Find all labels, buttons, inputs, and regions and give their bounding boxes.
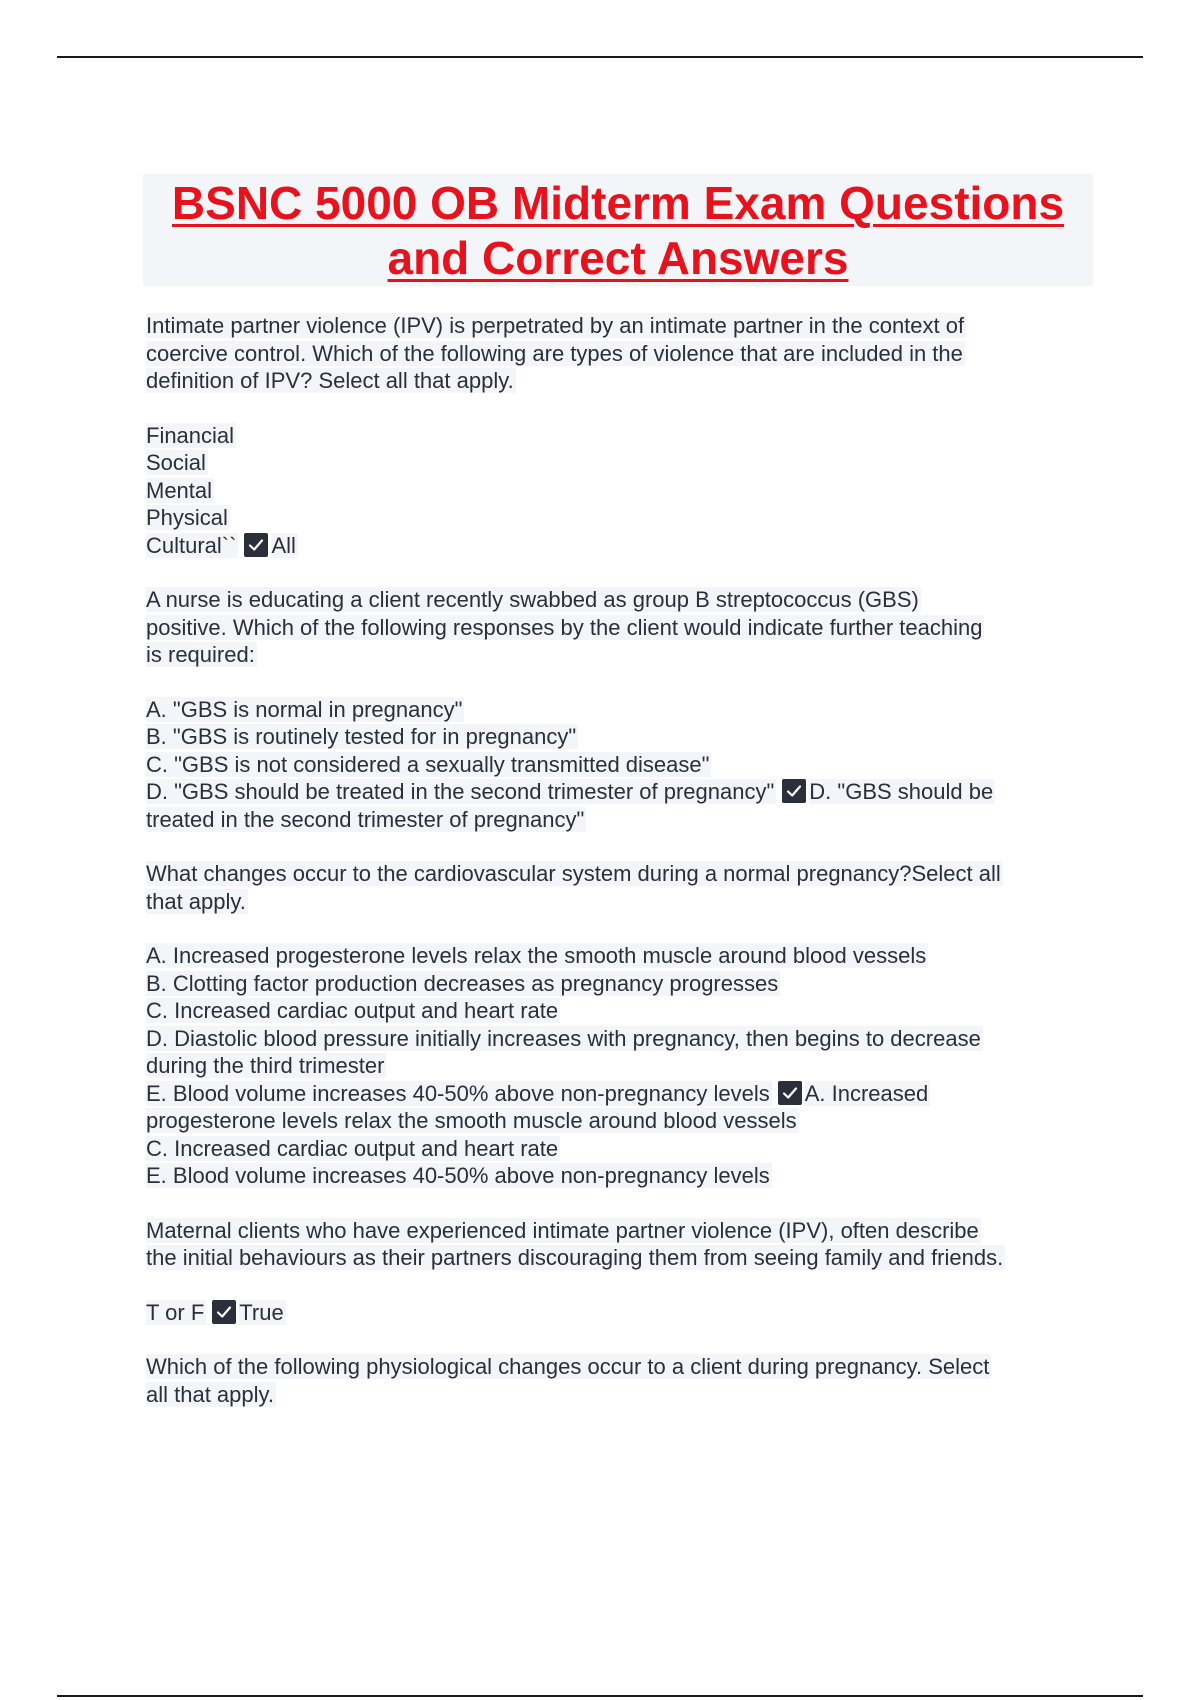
answer-text: A. Increased bbox=[804, 1080, 929, 1106]
question-4-answer bbox=[146, 1299, 1096, 1327]
option-item: during the third trimester bbox=[146, 1053, 385, 1078]
stem-line: all that apply. bbox=[146, 1381, 275, 1407]
question-5-stem bbox=[146, 1353, 1096, 1408]
option-item: A. Increased progesterone levels relax the smooth muscle around blood vessels bbox=[146, 943, 927, 968]
stem-line: Intimate partner violence (IPV) is perpetrated by an intimate partner in the context of bbox=[146, 313, 965, 338]
stem-line: the initial behaviours as their partners discouraging them from seeing family and friends. bbox=[146, 1245, 1004, 1270]
stem-line: positive. Which of the following responses by the client would indicate further teaching bbox=[146, 614, 983, 640]
question-3-stem bbox=[146, 860, 1096, 915]
document-title bbox=[143, 174, 1093, 286]
stem-line: What changes occur to the cardiovascular system during a normal pregnancy?Select all bbox=[146, 861, 1001, 886]
title-box bbox=[143, 174, 1093, 286]
option-item: Physical bbox=[146, 505, 228, 530]
title-line-2: and Correct Answers bbox=[387, 232, 849, 284]
document-content bbox=[146, 312, 1096, 1435]
option-item: B. Clotting factor production decreases as pregnancy progresses bbox=[146, 970, 779, 996]
option-item: Social bbox=[146, 450, 206, 475]
bottom-rule bbox=[57, 1695, 1143, 1697]
answer-text: C. Increased cardiac output and heart rate bbox=[146, 1135, 559, 1161]
option-item: D. Diastolic blood pressure initially increases with pregnancy, then begins to decrease bbox=[146, 1025, 981, 1051]
stem-line: Maternal clients who have experienced intimate partner violence (IPV), often describe bbox=[146, 1217, 979, 1243]
option-item: Cultural`` bbox=[146, 532, 237, 558]
question-1-options bbox=[146, 422, 1096, 560]
stem-line: A nurse is educating a client recently swabbed as group B streptococcus (GBS) bbox=[146, 587, 919, 612]
option-item: E. Blood volume increases 40-50% above non-pregnancy levels bbox=[146, 1080, 770, 1106]
option-item: A. "GBS is normal in pregnancy" bbox=[146, 696, 463, 722]
stem-line: Which of the following physiological changes occur to a client during pregnancy. Select bbox=[146, 1354, 990, 1379]
stem-line: is required: bbox=[146, 642, 255, 667]
answer-text: E. Blood volume increases 40-50% above non-pregnancy levels bbox=[146, 1163, 770, 1188]
answer-text: D. "GBS should be bbox=[809, 779, 994, 804]
option-item: B. "GBS is routinely tested for in pregnancy" bbox=[146, 724, 577, 749]
option-item: C. Increased cardiac output and heart rate bbox=[146, 998, 559, 1023]
title-line-1: BSNC 5000 OB Midterm Exam Questions bbox=[171, 177, 1065, 229]
checkmark-icon bbox=[778, 1081, 802, 1105]
prompt-text: T or F bbox=[146, 1299, 205, 1325]
question-1-stem bbox=[146, 312, 1096, 395]
top-rule bbox=[57, 56, 1143, 58]
question-3-options bbox=[146, 942, 1096, 1190]
checkmark-icon bbox=[244, 533, 268, 557]
question-2-options bbox=[146, 696, 1096, 834]
question-4-stem bbox=[146, 1217, 1096, 1272]
option-item: D. "GBS should be treated in the second trimester of pregnancy" bbox=[146, 779, 775, 804]
stem-line: that apply. bbox=[146, 888, 246, 914]
stem-line: coercive control. Which of the following are types of violence that are included in the bbox=[146, 340, 963, 366]
question-2-stem bbox=[146, 586, 1096, 669]
answer-text: treated in the second trimester of pregnancy" bbox=[146, 806, 585, 832]
answer-text: All bbox=[271, 532, 296, 558]
answer-text: True bbox=[239, 1299, 284, 1325]
checkmark-icon bbox=[782, 779, 806, 803]
option-item: Mental bbox=[146, 477, 213, 503]
stem-line: definition of IPV? Select all that apply. bbox=[146, 368, 514, 393]
answer-text: progesterone levels relax the smooth muscle around blood vessels bbox=[146, 1108, 797, 1133]
option-item: Financial bbox=[146, 422, 235, 448]
option-item: C. "GBS is not considered a sexually transmitted disease" bbox=[146, 751, 710, 777]
checkmark-icon bbox=[212, 1300, 236, 1324]
